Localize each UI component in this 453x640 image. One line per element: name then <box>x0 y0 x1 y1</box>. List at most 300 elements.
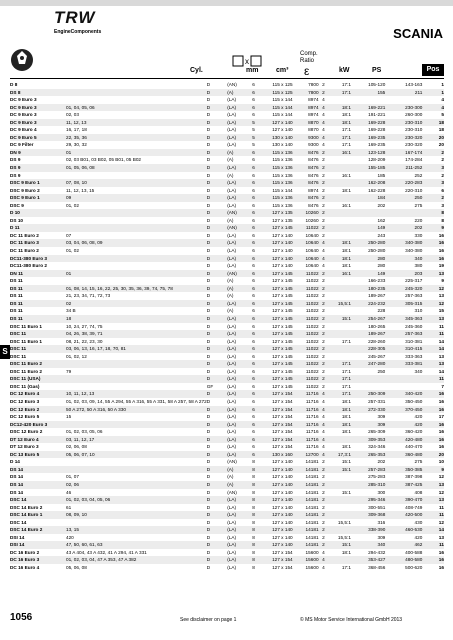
cell-bore-stroke: 127 x 145 <box>259 315 296 323</box>
cell-valves: 2 <box>322 157 325 163</box>
cell-aspiration: (AN) <box>227 224 248 232</box>
cell-aspiration: (LA) <box>227 232 237 238</box>
cell-pos: 9 <box>425 224 444 232</box>
cell-ps: 387-398 <box>405 474 423 480</box>
cell-ps: 420 <box>414 534 423 540</box>
cell-cylinders: 6 <box>248 89 259 97</box>
table-row <box>10 119 444 127</box>
cell-valves: 4 <box>322 391 325 397</box>
cell-kw: 169-235 <box>368 142 386 148</box>
cell-fuel: D <box>206 112 211 118</box>
cell-engine-code: 10, 11, 12, 13 <box>66 390 207 398</box>
table-row <box>10 338 444 346</box>
cell-cylinders: 5 <box>252 127 255 133</box>
cell-kw: 123-128 <box>353 149 387 157</box>
cell-engine-code: 18 <box>66 315 207 323</box>
cell-comp-ratio <box>326 481 353 489</box>
cell-comp-ratio: 18:1 <box>341 187 351 193</box>
table-row <box>10 496 444 504</box>
cell-engine-code: 01, 04, 05, 06 <box>66 104 207 112</box>
cell-engine-code: 03, 11, 12, 17 <box>66 436 207 444</box>
cell-comp-ratio: 17:1 <box>341 383 351 389</box>
cell-fuel: D <box>206 82 211 87</box>
cell-fuel: D <box>206 278 211 284</box>
table-row <box>10 466 444 474</box>
cell-bore-stroke: 127 x 145 <box>259 224 296 232</box>
cell-ps: 211-252 <box>387 164 425 172</box>
cell-aspiration: (LA) <box>227 549 237 555</box>
cell-fuel: D <box>207 194 227 202</box>
cell-model: DC 9 Euro 3 <box>10 112 37 118</box>
cell-aspiration: (LA) <box>227 565 237 570</box>
cell-kw <box>353 96 387 104</box>
cell-comp-ratio: 17:1 <box>341 82 351 87</box>
cell-bore-stroke: 115 x 125 <box>272 82 293 87</box>
cell-engine-code <box>66 458 207 466</box>
cell-aspiration: (LA) <box>227 194 248 202</box>
cell-cylinders: 6 <box>248 285 259 293</box>
cell-valves: 4 <box>322 549 325 555</box>
cell-model: DSC 14 <box>10 519 27 525</box>
cell-ps: 460-530 <box>387 526 425 534</box>
cell-model: DC 12 Euro 4 <box>10 390 66 398</box>
cell-cylinders: 6 <box>248 390 259 398</box>
cell-engine-code <box>66 224 207 232</box>
cell-cylinders: 6 <box>248 270 259 278</box>
table-row <box>10 353 444 361</box>
cell-valves: 4 <box>322 104 325 110</box>
cell-pos: 13 <box>438 293 444 299</box>
table-row <box>10 285 444 293</box>
cell-model: DS 14 <box>10 474 24 480</box>
cell-valves: 2 <box>322 308 325 314</box>
cell-ps: 387-425 <box>387 481 425 489</box>
cell-displacement: 11716 <box>305 414 319 420</box>
cell-aspiration: (A) <box>227 217 234 223</box>
cell-valves: 2 <box>322 353 325 359</box>
cell-cylinders: 6 <box>248 255 259 263</box>
cell-kw: 162-228 <box>368 187 386 193</box>
cell-aspiration: (LA) <box>227 179 248 187</box>
cell-comp-ratio: 17:1 <box>341 127 351 133</box>
cell-displacement: 8476 <box>296 194 321 202</box>
cell-kw: 250-280 <box>353 239 387 247</box>
cell-fuel: D <box>206 308 211 314</box>
cell-kw: 257-283 <box>353 466 387 474</box>
cell-bore-stroke: 127 x 145 <box>272 383 293 389</box>
cell-comp-ratio: 17,3:1 <box>326 451 353 459</box>
cell-model: DSI 14 <box>10 534 25 540</box>
cell-pos: 18 <box>438 127 444 133</box>
cell-fuel: D <box>206 549 211 555</box>
table-row <box>10 383 444 391</box>
cell-bore-stroke: 127 x 140 <box>259 496 296 504</box>
cell-model: DS 8 <box>10 89 66 97</box>
cell-fuel: D <box>207 300 227 308</box>
cell-ps: 380 <box>414 263 423 269</box>
cell-kw: 295-346 <box>353 496 387 504</box>
cell-bore-stroke: 115 x 144 <box>272 112 293 118</box>
cell-model: DC 9 Euro 3 <box>10 104 66 112</box>
cell-aspiration: (A) <box>227 293 234 299</box>
cell-engine-code <box>66 277 207 285</box>
cell-model: DSC 9 Euro 1 <box>10 194 66 202</box>
cell-aspiration: (LA) <box>227 248 237 254</box>
cell-displacement: 14181 <box>296 511 321 519</box>
cell-comp-ratio: 18:1 <box>341 444 351 450</box>
cell-bore-stroke: 115 x 144 <box>272 97 293 103</box>
cell-pos: 13 <box>425 270 444 278</box>
cell-ps: 333-381 <box>387 360 425 368</box>
cell-pos: 2 <box>425 194 444 202</box>
cell-displacement: 8476 <box>296 149 321 157</box>
cell-cylinders: 6 <box>248 179 259 187</box>
cell-ps: 230-310 <box>387 119 425 127</box>
cell-cylinders: 6 <box>252 368 255 374</box>
cell-model: DC 9 Euro 3 <box>10 97 37 103</box>
cell-bore-stroke: 127 x 135 <box>259 209 296 217</box>
cell-valves: 4 <box>322 436 325 442</box>
cell-pos: 16 <box>425 255 444 263</box>
cell-fuel: D <box>207 406 227 414</box>
cell-ps <box>387 383 425 391</box>
cell-fuel: D <box>207 255 227 263</box>
cell-model: DC 11 Euro 2 <box>10 248 39 254</box>
table-row <box>10 473 444 481</box>
cell-model: DC 9 Euro 4 <box>10 127 37 133</box>
cell-valves: 2 <box>322 512 325 518</box>
cell-kw: 224-232 <box>353 300 387 308</box>
cell-pos: 14 <box>438 338 444 344</box>
cell-pos: 16 <box>425 556 444 564</box>
cell-fuel: D <box>206 353 211 359</box>
cell-fuel: D <box>207 511 227 519</box>
cell-bore-stroke: 127 x 140 <box>272 474 293 480</box>
cell-displacement: 11022 <box>296 285 321 293</box>
cell-ps: 340-420 <box>387 390 425 398</box>
table-row <box>10 541 444 549</box>
cell-cylinders: 8 <box>252 459 255 465</box>
cell-bore-stroke: 127 x 140 <box>272 248 293 254</box>
cell-aspiration: (LA) <box>227 315 248 323</box>
cell-engine-code: 46 <box>65 489 72 495</box>
col-pos: Pos <box>422 64 444 76</box>
cell-engine-code: 420 <box>65 534 74 540</box>
cell-bore-stroke: 127 x 140 <box>259 511 296 519</box>
cell-pos: 11 <box>425 375 444 383</box>
cell-kw: 128-209 <box>368 157 386 163</box>
cell-comp-ratio: 18:1 <box>326 421 353 429</box>
cell-aspiration: (LA) <box>227 187 237 193</box>
cell-displacement: 11022 <box>296 360 321 368</box>
cell-model: DSC 14 Euro 1 <box>10 511 66 519</box>
cell-model: DS 14 <box>10 481 66 489</box>
cell-engine-code: 03, 06, 13, 16, 17, 18, 70, 81 <box>66 345 207 353</box>
cell-displacement: 11022 <box>296 375 321 383</box>
cell-bore-stroke: 127 x 140 <box>259 466 296 474</box>
cell-pos: 9 <box>425 466 444 474</box>
cell-model: DSC 14 <box>10 496 66 504</box>
cell-kw: 257-331 <box>368 398 386 404</box>
cell-ps: 230-310 <box>405 127 423 133</box>
cell-kw <box>353 383 387 391</box>
cell-engine-code: 01, 07 <box>65 474 80 480</box>
cell-bore-stroke: 127 x 145 <box>259 285 296 293</box>
cell-kw: 185 <box>377 172 386 178</box>
cell-engine-code: 43 A 404, 43 A 432, 41 A 294, 41 A 331 <box>65 549 147 555</box>
cell-bore-stroke: 127 x 145 <box>272 293 293 299</box>
cell-aspiration: (LA) <box>227 541 248 549</box>
table-row <box>10 239 444 247</box>
cell-pos: 20 <box>425 134 444 142</box>
cell-displacement: 11022 <box>296 270 321 278</box>
cell-valves: 4 <box>322 112 325 118</box>
cell-cylinders: 6 <box>248 451 259 459</box>
cell-model: DSC 11 <box>10 353 27 359</box>
cell-comp-ratio: 18:1 <box>326 104 353 112</box>
cell-fuel: D <box>206 474 211 480</box>
cell-displacement: 10640 <box>296 239 321 247</box>
cell-cylinders: 6 <box>248 149 259 157</box>
cell-displacement: 14181 <box>296 496 321 504</box>
cell-cylinders: 5 <box>248 134 259 142</box>
cell-ps: 220-310 <box>405 187 423 193</box>
cell-comp-ratio: 18:1 <box>326 406 353 414</box>
table-row <box>10 89 444 97</box>
cell-cylinders: 6 <box>252 157 255 163</box>
table-row <box>10 141 444 149</box>
cell-cylinders: 6 <box>248 224 259 232</box>
cell-engine-code: 01, 08, 14, 15, 16, 22, 25, 30, 35, 36, 39, 74, 75, 78 <box>66 285 207 293</box>
cell-model: DC 16 Euro 4 <box>10 565 40 570</box>
cell-ps: 440-470 <box>405 444 423 450</box>
cell-ps: 340 <box>414 368 423 374</box>
cell-engine-code: 11, 12, 13, 15 <box>65 187 95 193</box>
cell-aspiration: (A) <box>227 89 248 97</box>
cell-fuel: D <box>206 398 211 404</box>
cell-model: DC 9 Euro 3 <box>10 119 66 127</box>
cell-fuel: D <box>207 451 227 459</box>
cell-ps <box>387 96 425 104</box>
cell-bore-stroke: 127 x 154 <box>272 398 293 404</box>
cell-engine-code: 34 B <box>65 308 76 314</box>
col-cm: cm³ <box>276 67 289 74</box>
cell-bore-stroke: 127 x 145 <box>259 330 296 338</box>
cell-cylinders: 6 <box>248 421 259 429</box>
cell-pos: 13 <box>425 481 444 489</box>
cell-valves: 2 <box>322 195 325 201</box>
cell-bore-stroke: 115 x 136 <box>272 202 293 208</box>
cell-valves: 4 <box>322 557 325 563</box>
cell-ps: 310-381 <box>405 338 423 344</box>
cell-ps: 202 <box>387 224 425 232</box>
cell-comp-ratio: 18:1 <box>341 398 351 404</box>
table-row <box>10 323 444 331</box>
cell-ps <box>387 375 425 383</box>
cell-ps: 400-588 <box>405 549 423 555</box>
cell-valves: 4 <box>322 429 325 435</box>
cell-comp-ratio: 17:1 <box>341 142 351 148</box>
cell-engine-code: 01, 02, 03, 04, 47 A 353, 47 A 382 <box>66 556 207 564</box>
cell-valves: 2 <box>322 459 325 465</box>
cell-displacement: 10640 <box>305 232 319 238</box>
cell-model: DC 9 Filter <box>10 142 34 148</box>
cell-cylinders: 6 <box>252 383 255 389</box>
cell-fuel: D <box>206 142 211 148</box>
cell-ps <box>387 209 425 217</box>
cell-aspiration: (LA) <box>227 360 248 368</box>
cell-ps: 333-363 <box>405 353 423 359</box>
cell-engine-code: 08, 09, 10 <box>66 511 207 519</box>
cell-model: D 8 <box>10 82 18 87</box>
cell-kw: 300-551 <box>368 504 386 510</box>
cell-valves: 2 <box>322 489 325 495</box>
cell-kw: 189-267 <box>353 330 387 338</box>
cell-cylinders: 6 <box>252 444 255 450</box>
cell-aspiration: (AN) <box>227 209 248 217</box>
table-row <box>10 511 444 519</box>
cell-displacement: 11022 <box>305 278 319 284</box>
cell-pos: 12 <box>438 474 444 480</box>
cell-bore-stroke: 130 x 160 <box>259 451 296 459</box>
cell-comp-ratio: 16:1 <box>341 172 351 178</box>
cell-engine-code: 47, 50, 60, 61, 63 <box>66 541 207 549</box>
cell-displacement: 11716 <box>305 398 319 404</box>
cell-engine-code <box>66 81 207 89</box>
cell-ps: 275 <box>414 202 423 208</box>
cell-comp-ratio: 15,5:1 <box>326 300 353 308</box>
cell-ps: 480-580 <box>387 556 425 564</box>
cell-cylinders: 8 <box>248 481 259 489</box>
cell-aspiration: (LA) <box>227 164 248 172</box>
cell-pos: 16 <box>438 429 444 435</box>
cell-cylinders: 6 <box>248 406 259 414</box>
cell-comp-ratio <box>326 307 353 315</box>
cell-model: DC 11 Euro 2 <box>10 232 39 238</box>
logo-subtitle: EngineComponents <box>54 29 102 35</box>
cell-bore-stroke: 127 x 140 <box>272 519 293 525</box>
cell-displacement: 8476 <box>308 157 319 163</box>
cell-model: DC 13 Euro 5 <box>10 451 66 459</box>
engine-table <box>10 81 444 572</box>
cell-fuel: D <box>206 444 211 450</box>
cell-valves: 2 <box>322 346 325 352</box>
cell-bore-stroke: 130 x 140 <box>259 134 296 142</box>
cell-pos: 16 <box>438 565 444 570</box>
cell-model: DS 14 <box>10 489 24 495</box>
cell-bore-stroke: 127 x 140 <box>272 459 293 465</box>
cell-comp-ratio <box>326 179 353 187</box>
cell-displacement: 8476 <box>308 202 319 208</box>
cell-kw: 228-305 <box>353 345 387 353</box>
cell-valves: 2 <box>322 300 325 306</box>
table-row <box>10 96 444 104</box>
cell-ps: 167-174 <box>387 149 425 157</box>
cell-aspiration: (LA) <box>227 421 248 429</box>
cell-fuel: D <box>207 496 227 504</box>
cell-bore-stroke: 127 x 140 <box>272 504 293 510</box>
cell-kw: 309 <box>377 414 386 420</box>
cell-valves: 2 <box>322 497 325 503</box>
cell-model: DSC 11 <box>10 330 66 338</box>
cell-model: D 14 <box>10 459 20 465</box>
cell-comp-ratio <box>326 330 353 338</box>
cell-bore-stroke: 127 x 145 <box>259 345 296 353</box>
cell-displacement: 14181 <box>305 534 319 540</box>
cell-comp-ratio: 15:1 <box>326 541 353 549</box>
cell-aspiration: (LA) <box>227 142 237 148</box>
cell-model: DC 16 Euro 3 <box>10 556 66 564</box>
cell-bore-stroke: 115 x 144 <box>272 187 293 193</box>
cell-model: DC11-380 Euro 2 <box>10 263 47 269</box>
cell-valves: 2 <box>322 180 325 186</box>
cell-fuel: D <box>207 315 227 323</box>
cell-fuel: D <box>206 187 211 193</box>
cell-cylinders: 6 <box>252 338 255 344</box>
cell-aspiration: (LA) <box>227 398 237 404</box>
table-row <box>10 489 444 497</box>
cell-kw: 166-233 <box>368 278 386 284</box>
cell-engine-code: 61 <box>65 504 72 510</box>
cell-comp-ratio <box>326 285 353 293</box>
cell-pos: 9 <box>441 278 444 284</box>
cell-aspiration: (LA) <box>227 451 248 459</box>
table-row <box>10 556 444 564</box>
cell-displacement: 10640 <box>305 263 319 269</box>
cell-kw: 338-390 <box>353 526 387 534</box>
cell-valves: 2 <box>322 187 325 193</box>
cell-cylinders: 8 <box>252 549 255 555</box>
cell-valves: 4 <box>322 421 325 427</box>
cell-displacement: 11022 <box>305 338 319 344</box>
header-divider <box>10 78 444 79</box>
cell-cylinders: 6 <box>252 97 255 103</box>
cell-cylinders: 6 <box>252 187 255 193</box>
cell-kw: 191-221 <box>368 112 386 118</box>
table-row <box>10 187 444 195</box>
cell-displacement: 10640 <box>296 255 321 263</box>
cell-kw: 272-330 <box>353 406 387 414</box>
cell-comp-ratio <box>326 504 353 512</box>
cell-kw: 309-368 <box>353 511 387 519</box>
cell-engine-code <box>66 89 207 97</box>
cell-ps: 340 <box>387 255 425 263</box>
cell-kw: 254-267 <box>353 315 387 323</box>
table-row <box>10 534 444 542</box>
cell-kw: 162 <box>377 217 386 223</box>
cell-pos: 8 <box>425 209 444 217</box>
cell-aspiration: (LA) <box>227 511 248 519</box>
cell-cylinders: 8 <box>252 534 255 540</box>
cell-bore-stroke: 127 x 154 <box>272 565 293 570</box>
cell-comp-ratio <box>326 292 353 300</box>
cell-valves: 2 <box>322 361 325 367</box>
cell-comp-ratio <box>326 224 353 232</box>
cell-aspiration: (LA) <box>227 556 248 564</box>
cell-ps: 340-380 <box>405 248 423 254</box>
table-row <box>10 549 444 557</box>
cell-comp-ratio <box>326 473 353 481</box>
cell-displacement: 14181 <box>305 459 319 465</box>
cell-displacement: 7800 <box>296 89 321 97</box>
col-ratio: Ratio <box>300 58 315 64</box>
cell-cylinders: 6 <box>252 308 255 314</box>
cell-ps: 350-450 <box>405 398 423 404</box>
cell-bore-stroke: 127 x 140 <box>259 481 296 489</box>
cell-comp-ratio: 15:1 <box>341 489 351 495</box>
cell-cylinders: 6 <box>252 248 255 254</box>
cell-cylinders: 8 <box>252 489 255 495</box>
